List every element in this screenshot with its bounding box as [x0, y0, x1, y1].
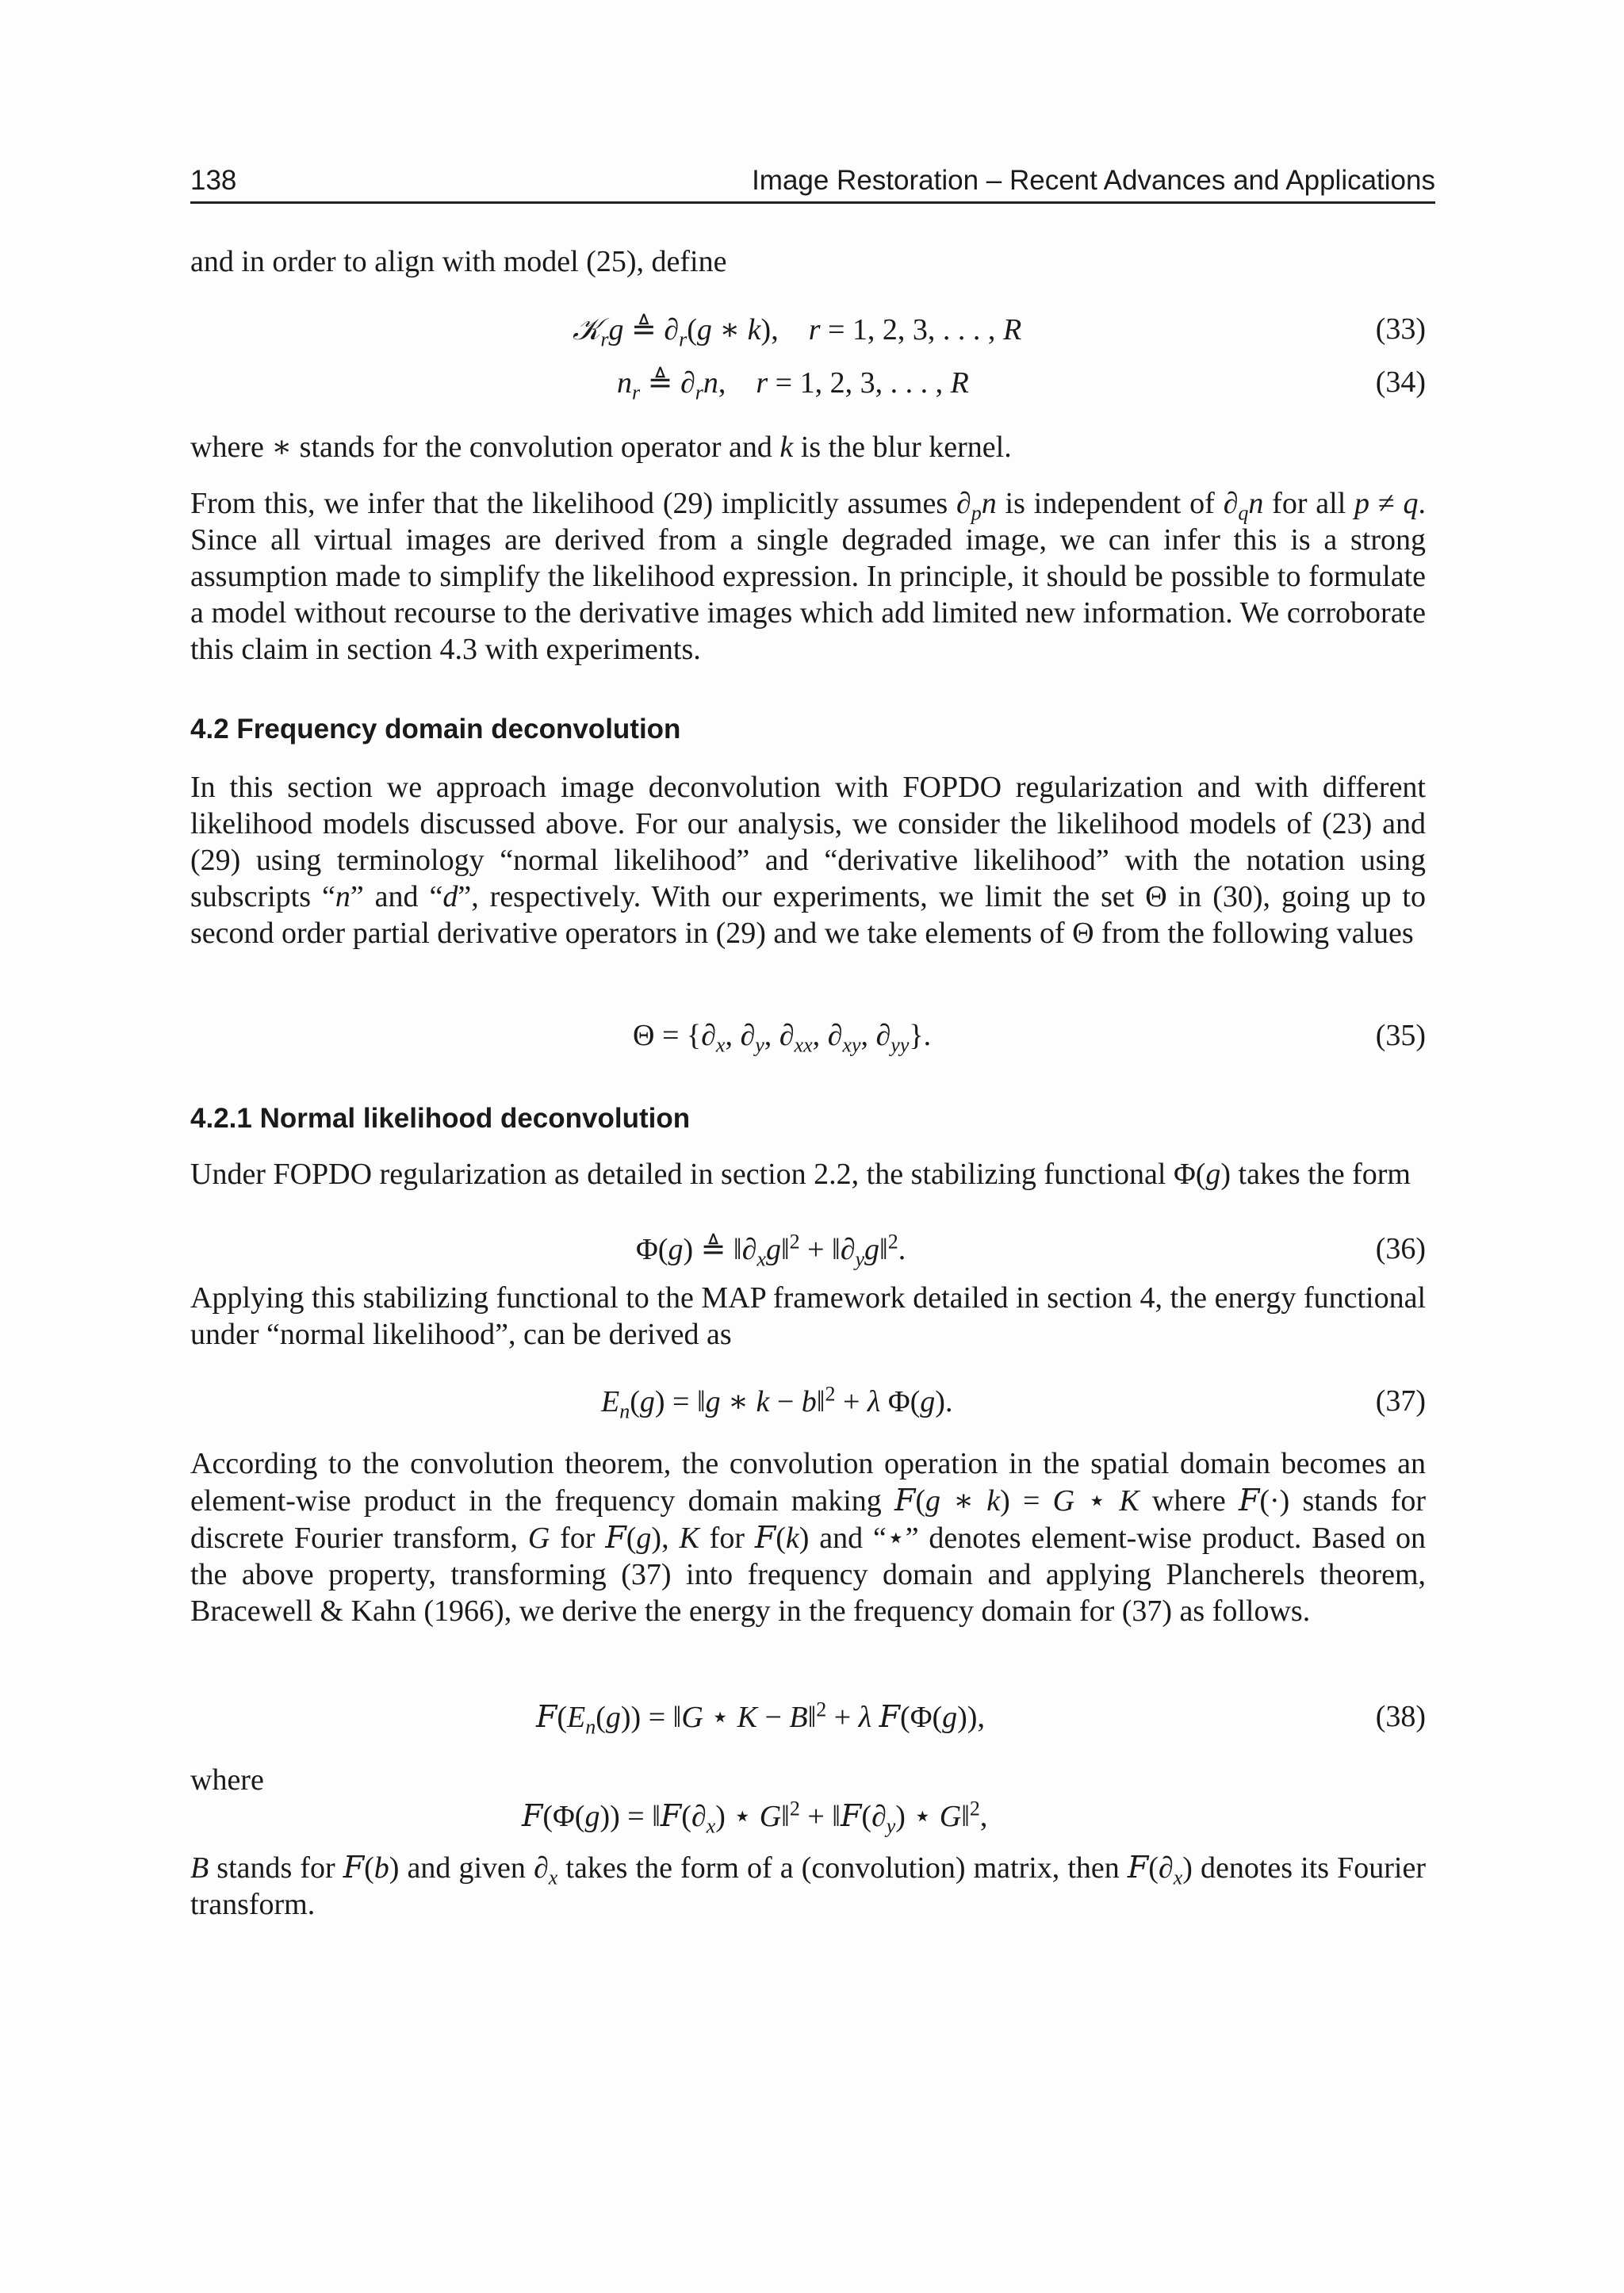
paragraph-where-convolution: where ∗ stands for the convolution operator and k is the blur kernel. [190, 431, 1012, 464]
equation-34-body: $n_r$ ≜ $\partial_rn$, r = 1, 2, 3, . . . , R [617, 366, 969, 404]
equation-38 [190, 1699, 1426, 1737]
running-title: Image Restoration – Recent Advances and Applications [752, 165, 1435, 196]
equation-34-number: (34) [1375, 366, 1426, 399]
equation-36 [190, 1231, 1426, 1269]
paragraph-where: where [190, 1763, 264, 1797]
paragraph-applying: Applying this stabilizing functional to the MAP framework detailed in section 4, the energy functional under “normal likelihood”, can be derived as [190, 1281, 1426, 1351]
equation-36-number: (36) [1375, 1232, 1426, 1265]
equation-37-number: (37) [1375, 1384, 1426, 1418]
section-heading-4-2: 4.2 Frequency domain deconvolution [190, 714, 681, 745]
paragraph-infer: From this, we infer that the likelihood (29) implicitly assumes $\partial_pn$ is independent of $\partial_qn$ for all p ≠ q. Since all virtual images are derived from a single degraded image, we can infer this is a strong assumption made to simplify the likelihood expression. In principle, it should be possible to formulate a model without recourse to the derivative images which add limited new information. We corroborate this claim in section 4.3 with experiments. [190, 487, 1426, 666]
equation-34 [190, 365, 1426, 403]
paragraph-convolution-theorem: According to the convolution theorem, the convolution operation in the spatial domain becomes an element-wise product in the frequency domain making F(g ∗ k) = G ⋆ K where F(·) stands for discrete Fourier transform, G for F(g), K for F(k) and “⋆” denotes element-wise product. Based on the above property, transforming (37) into frequency domain and applying Plancherels theorem, Bracewell & Kahn (1966), we derive the energy in the frequency domain for (37) as follows. [190, 1447, 1427, 1628]
equation-38-body: $F(E_n(g))$ = ‖G ⋆ K − B‖$^2$ + λ F(Φ(g)), [536, 1698, 985, 1739]
equation-unnumbered-body: $F(\Phi(g)) = ‖F(\partial_x)$ ⋆ G‖$^2$ + $‖F(\partial_y)$ ⋆ G‖$^2$, [522, 1797, 988, 1838]
page-number: 138 [190, 165, 237, 196]
section-heading-4-2-1: 4.2.1 Normal likelihood deconvolution [190, 1103, 691, 1134]
equation-35 [190, 1018, 1426, 1056]
paragraph-frequency-intro: In this section we approach image deconvolution with FOPDO regularization and with different likelihood models discussed above. For our analysis, we consider the likelihood models of (23) and (29) using terminology “normal likelihood” and “derivative likelihood” with the notation using subscripts “n” and “d”, respectively. With our experiments, we limit the set Θ in (30), going up to second order partial derivative operators in (29) and we take elements of Θ from the following values [190, 771, 1426, 950]
equation-36-body: Φ(g) ≜ $‖\partial_xg‖^2$ + $‖\partial_yg‖^2$. [636, 1230, 906, 1271]
equation-37-body: $E_n(g)$ = ‖g ∗ k − b‖$^2$ + λ Φ(g). [601, 1382, 953, 1423]
equation-35-body: $\Theta = \{\partial_x$, $\partial_y$, $\partial_{xx}$, $\partial_{xy}$, $\partial_{yy}$}. [633, 1019, 932, 1057]
equation-37 [190, 1384, 1426, 1422]
paragraph-fopdo: Under FOPDO regularization as detailed in section 2.2, the stabilizing functional Φ(g) takes the form [190, 1158, 1411, 1191]
equation-33-number: (33) [1375, 312, 1426, 346]
paragraph-b-stands: B stands for F(b) and given $\partial_x$ takes the form of a (convolution) matrix, then $F(\partial_x)$ denotes its Fourier transform. [190, 1850, 1426, 1921]
paragraph-intro: and in order to align with model (25), define [190, 245, 727, 278]
equation-33-body: 𝒦$_r$g ≜ $\partial_r(g$ ∗ k), r = 1, 2, 3, . . . , R [573, 312, 1022, 351]
equation-unnumbered [190, 1798, 1426, 1836]
equation-35-number: (35) [1375, 1019, 1426, 1052]
equation-33 [190, 312, 1426, 350]
equation-38-number: (38) [1375, 1700, 1426, 1733]
page-header [190, 163, 1435, 204]
